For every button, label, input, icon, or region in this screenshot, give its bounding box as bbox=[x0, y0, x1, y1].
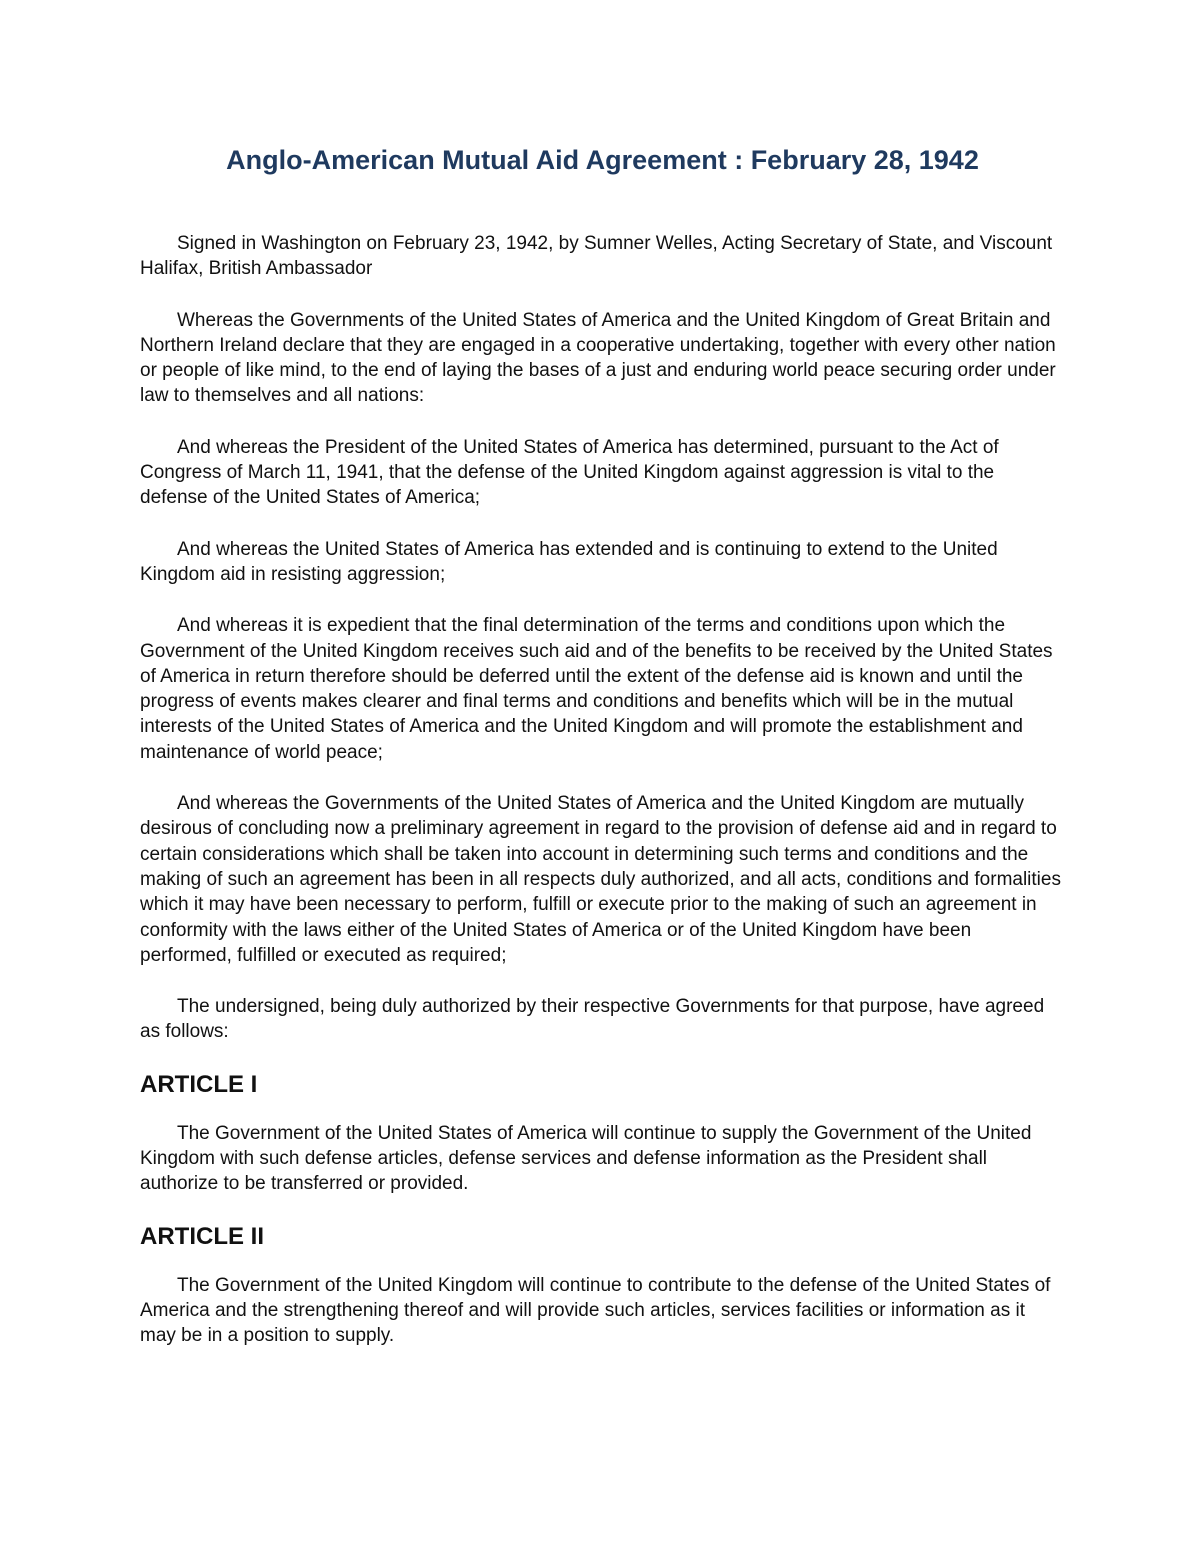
preamble-paragraph: And whereas the United States of America has extended and is continuing to extend to the United Kingdom aid in resisting aggression; bbox=[140, 538, 998, 585]
agreement-intro-paragraph: The undersigned, being duly authorized by their respective Governments for that purpose, have agreed as follows: bbox=[140, 996, 1045, 1043]
document-page bbox=[140, 140, 1065, 1349]
article-heading: ARTICLE I bbox=[140, 1070, 258, 1098]
preamble-paragraph: And whereas the President of the United States of America has determined, pursuant to the Act of Congress of March 11, 1941, that the defense of the United Kingdom against aggression is vital to the defense of the United States of America; bbox=[140, 436, 999, 509]
signing-note: Signed in Washington on February 23, 1942, by Sumner Welles, Acting Secretary of State, and Viscount Halifax, British Ambassador bbox=[140, 233, 1053, 280]
preamble-paragraph: Whereas the Governments of the United States of America and the United Kingdom of Great Britain and Northern Ireland declare that they are engaged in a cooperative undertaking, together with every other nation or people of like mind, to the end of laying the bases of a just and enduring world peace securing order under law to themselves and all nations: bbox=[140, 309, 1056, 407]
article-text: The Government of the United Kingdom will continue to contribute to the defense of the United States of America and the strengthening thereof and will provide such articles, services facilities or information as it may be in a position to supply. bbox=[140, 1274, 1051, 1347]
article-heading: ARTICLE II bbox=[140, 1222, 264, 1250]
preamble-paragraph: And whereas the Governments of the United States of America and the United Kingdom are mutually desirous of concluding now a preliminary agreement in regard to the provision of defense aid and in regard to certain considerations which shall be taken into account in determining such terms and conditions and the making of such an agreement has been in all respects duly authorized, and all acts, conditions and formalities which it may have been necessary to perform, fulfill or execute prior to the making of such an agreement in conformity with the laws either of the United States of America or of the United Kingdom have been performed, fulfilled or executed as required; bbox=[140, 793, 1061, 966]
preamble-paragraph: And whereas it is expedient that the final determination of the terms and conditions upon which the Government of the United Kingdom receives such aid and of the benefits to be received by the United States of America in return therefore should be deferred until the extent of the defense aid is known and until the progress of events makes clearer and final terms and conditions and benefits which will be in the mutual interests of the United States of America and the United Kingdom and will promote the establishment and maintenance of world peace; bbox=[140, 615, 1053, 763]
article-text: The Government of the United States of America will continue to supply the Government of the United Kingdom with such defense articles, defense services and defense information as the President shall authorize to be transferred or provided. bbox=[140, 1122, 1032, 1195]
document-title: Anglo-American Mutual Aid Agreement : February 28, 1942 bbox=[226, 145, 979, 175]
